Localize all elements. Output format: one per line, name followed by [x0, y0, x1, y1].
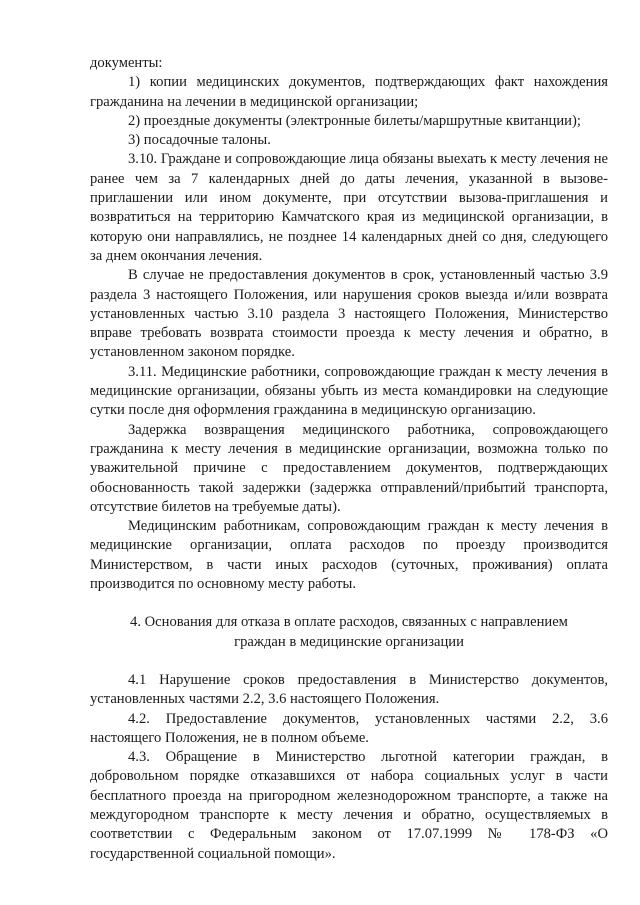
lead-line: документы: — [90, 55, 163, 71]
list-item: 2) проездные документы (электронные билеты/маршрутные квитанции); — [128, 112, 581, 129]
document-page — [90, 54, 608, 864]
paragraph-return-delay: Задержка возвращения медицинского работника, сопровождающего гражданина к месту лечения в медицинские организации, возможна только по уважительной причине с предоставлением документов, подтверждающих обоснованность такой задержки (задержка отправлений/прибытий транспорта, отсутствие билетов на требуемые даты). — [90, 421, 608, 515]
paragraph-deadline-violation: В случае не предоставления документов в срок, установленный частью 3.9 раздела 3 настоящего Положения, или нарушения сроков выезда и/или возврата установленных частью 3.10 раздела 3 настоящего Положения, Министерство вправе требовать возврата стоимости проезда к месту лечения и обратно, в установленном законом порядке. — [90, 267, 608, 361]
list-item: 1) копии медицинских документов, подтверждающих факт нахождения гражданина на лечении в медицинской организации; — [90, 74, 608, 110]
spacer — [90, 652, 608, 671]
paragraph-4-2: 4.2. Предоставление документов, установленных частями 2.2, 3.6 настоящего Положения, не в полном объеме. — [90, 710, 608, 746]
paragraph-4-1: 4.1 Нарушение сроков предоставления в Министерство документов, установленных частями 2.2, 3.6 настоящего Положения. — [90, 671, 608, 708]
paragraph-3-11: 3.11. Медицинские работники, сопровождающие граждан к месту лечения в медицинские организации, обязаны убыть из места командировки на следующие сутки после дня оформления гражданина в медицинскую организацию. — [90, 363, 608, 419]
paragraph-payment: Медицинским работникам, сопровождающим граждан к месту лечения в медицинские организации, оплата расходов по проезду производится Министерством, в части иных расходов (суточных, проживания) оплата производится по основному месту работы. — [90, 518, 608, 593]
section-4-heading: 4. Основания для отказа в оплате расходов, связанных с направлением граждан в медицинские организации — [130, 614, 568, 650]
list-item: 3) посадочные талоны. — [128, 132, 271, 149]
spacer — [90, 594, 608, 613]
paragraph-4-3: 4.3. Обращение в Министерство льготной категории граждан, в добровольном порядке отказавшихся от набора социальных услуг в части бесплатного проезда на пригородном железнодорожном транспорте, а также на междугородном транспорте к месту лечения и обратно, осуществляемых в соответствии с Федеральным законом от 17.07.1999 № 178-ФЗ «О государственной социальной помощи». — [90, 749, 608, 862]
paragraph-3-10: 3.10. Граждане и сопровождающие лица обязаны выехать к месту лечения не ранее чем за 7 календарных дней до даты лечения, указанной в вызове-приглашении или ином документе, при отсутствии вызова-приглашения и возвратиться на территорию Камчатского края из медицинской организации, в которую они направлялись, не позднее 14 календарных дней со дня, следующего за днем окончания лечения. — [90, 151, 608, 264]
